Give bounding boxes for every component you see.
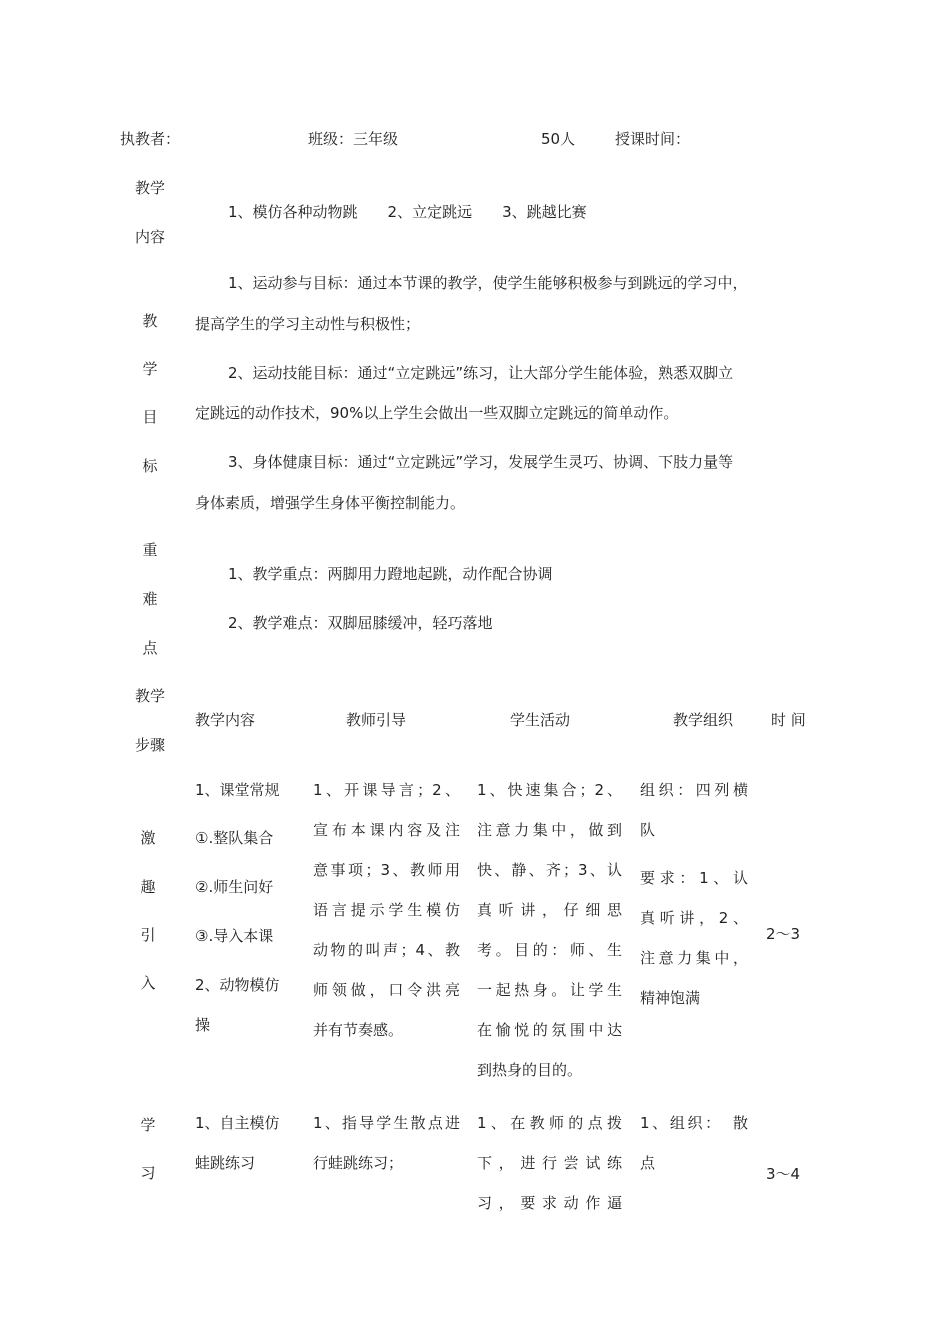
- column-header-student: 学生活动: [510, 711, 571, 729]
- row-2-content: 1、自主模仿 蛙跳练习: [195, 1114, 280, 1172]
- row-2-teacher-guide: 1、指导学生散点进 行蛙跳练习；: [313, 1114, 460, 1172]
- row-2-time: 3～4: [766, 1165, 801, 1183]
- lesson-time-label: 授课时间：: [615, 130, 691, 148]
- column-header-content: 教学内容: [195, 711, 256, 729]
- column-header-time: 时 间: [771, 711, 806, 729]
- class-label: 班级：三年级: [308, 130, 399, 148]
- row-2-organization: 1、组织： 散 点: [640, 1114, 748, 1172]
- column-header-teacher: 教师引导: [346, 711, 407, 729]
- row-2-student-activity: 1、在教师的点拨 下，进行尝试练 习，要求动作逼: [477, 1114, 622, 1212]
- row-1-teacher-guide: 1、开课导言；2、 宣布本课内容及注 意事项；3、教师用 语言提示学生模仿 动物的叫声；4、教 师领做，口令洪亮 并有节奏感。: [313, 781, 460, 1039]
- goal-line-3: 2、运动技能目标：通过“立定跳远”练习，让大部分学生能体验，熟悉双脚立: [228, 364, 734, 382]
- column-header-organization: 教学组织: [673, 711, 734, 729]
- row-1-student-activity: 1、快速集合；2、 注意力集中，做到 快、静、齐；3、认 真听讲，仔细思 考。目的：师、生 一起热身。让学生 在愉悦的氛围中达 到热身的目的。: [477, 781, 622, 1079]
- student-count: 50人: [541, 130, 576, 148]
- goal-line-1: 1、运动参与目标：通过本节课的教学，使学生能够积极参与到跳远的学习中，: [228, 274, 748, 292]
- goal-line-4: 定跳远的动作技术，90%以上学生会做出一些双脚立定跳远的简单动作。: [195, 404, 679, 422]
- teacher-label: 执教者：: [120, 130, 181, 148]
- key-point-line: 1、教学重点：两脚用力蹬地起跳，动作配合协调: [228, 565, 553, 583]
- row-1-time: 2～3: [766, 925, 801, 943]
- goal-line-2: 提高学生的学习主动性与积极性；: [195, 315, 421, 333]
- row-1-content: 1、课堂常规 ①.整队集合 ②.师生问好 ③.导入本课 2、动物模仿 操: [195, 781, 280, 1034]
- row-1-organization: 组织：四列横 队 要求：1、认 真听讲，2、 注意力集中， 精神饱满: [640, 781, 748, 1007]
- content-items: 1、模仿各种动物跳 2、立定跳远 3、跳越比赛: [228, 203, 587, 221]
- difficult-point-line: 2、教学难点：双脚屈膝缓冲，轻巧落地: [228, 614, 493, 632]
- goal-line-5: 3、身体健康目标：通过“立定跳远”学习，发展学生灵巧、协调、下肢力量等: [228, 453, 734, 471]
- goal-line-6: 身体素质，增强学生身体平衡控制能力。: [195, 494, 466, 512]
